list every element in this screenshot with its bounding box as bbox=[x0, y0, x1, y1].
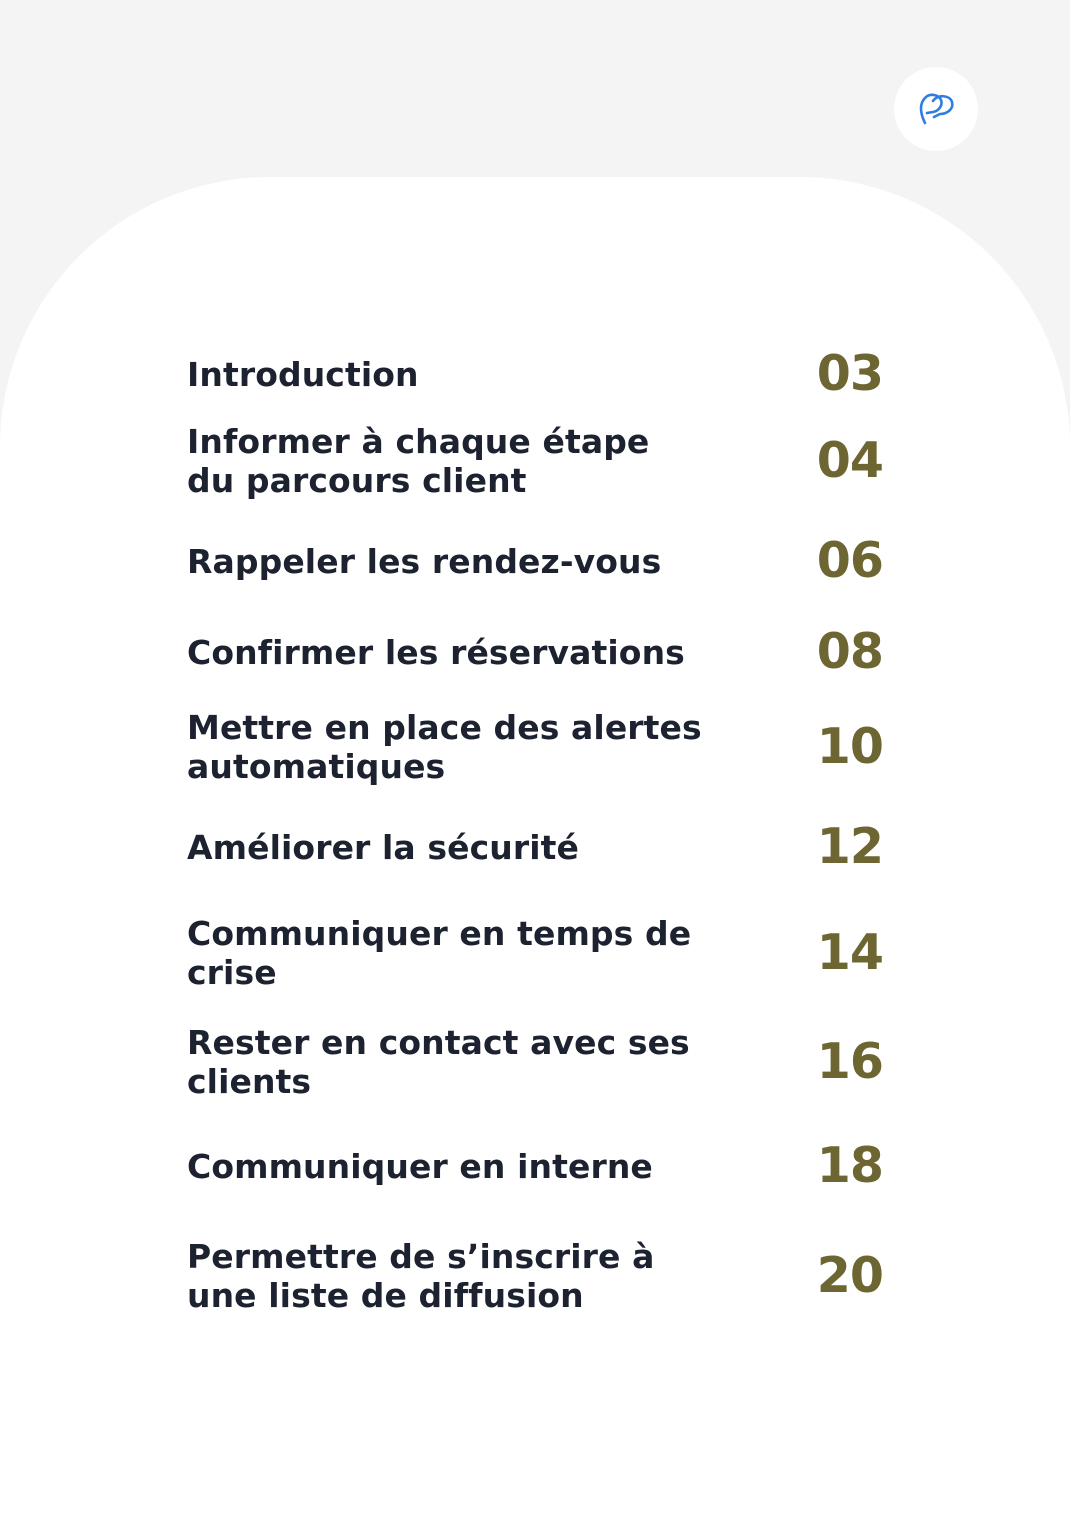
toc-entry-introduction[interactable] bbox=[187, 346, 883, 402]
toc-entry-informer[interactable] bbox=[187, 422, 883, 500]
toc-entry-page: 16 bbox=[816, 1033, 883, 1090]
toc-entry-page: 06 bbox=[816, 532, 883, 589]
toc-entry-diffusion[interactable] bbox=[187, 1237, 883, 1315]
toc-entry-title: Rappeler les rendez-vous bbox=[187, 541, 662, 581]
toc-entry-contact[interactable] bbox=[187, 1023, 883, 1101]
toc-entry-title: Communiquer en temps de crise bbox=[187, 914, 692, 992]
toc-entry-title: Améliorer la sécurité bbox=[187, 827, 580, 867]
toc-entry-title: Mettre en place des alertes automatiques bbox=[187, 708, 702, 786]
toc-entry-confirmer[interactable] bbox=[187, 624, 883, 680]
toc-entry-page: 20 bbox=[816, 1247, 883, 1304]
toc-entry-interne[interactable] bbox=[187, 1138, 883, 1194]
toc-entry-page: 03 bbox=[816, 345, 883, 402]
toc-entry-page: 08 bbox=[816, 623, 883, 680]
toc-entry-title: Informer à chaque étape du parcours client bbox=[187, 422, 650, 500]
toc-entry-title: Confirmer les réservations bbox=[187, 632, 685, 672]
toc-entry-title: Communiquer en interne bbox=[187, 1146, 653, 1186]
toc-entry-page: 12 bbox=[816, 818, 883, 875]
toc-entry-page: 04 bbox=[816, 432, 883, 489]
toc-entry-title: Permettre de s’inscrire à une liste de diffusion bbox=[187, 1237, 655, 1315]
toc-entry-page: 10 bbox=[816, 718, 883, 775]
toc-entry-securite[interactable] bbox=[187, 819, 883, 875]
toc-entry-crise[interactable] bbox=[187, 914, 883, 992]
toc-entry-rappeler[interactable] bbox=[187, 533, 883, 589]
toc-entry-page: 18 bbox=[816, 1137, 883, 1194]
toc-entry-title: Introduction bbox=[187, 354, 419, 394]
toc-entry-page: 14 bbox=[816, 924, 883, 981]
toc-entry-alertes[interactable] bbox=[187, 708, 883, 786]
toc-entry-title: Rester en contact avec ses clients bbox=[187, 1023, 690, 1101]
